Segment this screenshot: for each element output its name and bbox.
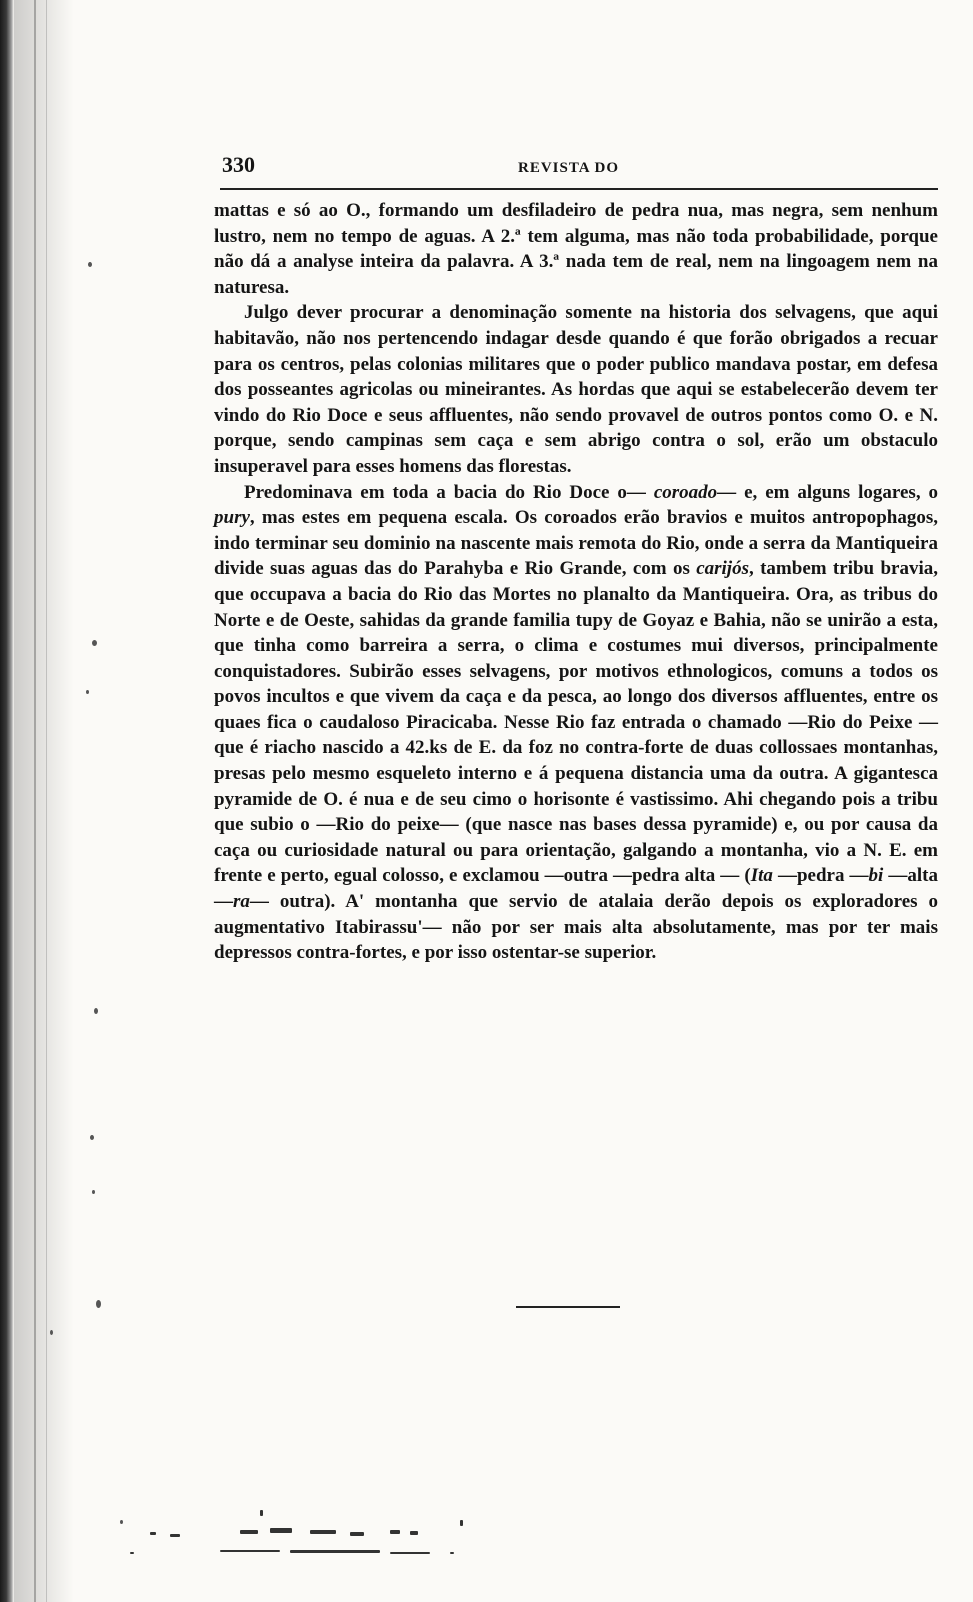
paragraph-3-text: Predominava em toda a bacia do Rio Doce o— bbox=[244, 481, 654, 503]
binding-shadow bbox=[14, 0, 74, 1602]
scan-bleedthrough bbox=[110, 1490, 470, 1590]
paragraph-3-text: —alta — bbox=[214, 865, 939, 913]
paragraph-3-text: —pedra — bbox=[772, 865, 869, 887]
gutter-line bbox=[34, 0, 36, 1602]
paragraph-3-text: , mas estes em pequena escala. Os coroados erão bravios e muitos antropophagos, indo terminar seu dominio na nascente mais remota do Rio, onde a serra da Mantiqueira divide suas aguas das do Parahyba e Rio Grande, com os bbox=[214, 507, 938, 580]
paragraph-3-text: , tambem tribu bravia, que occupava a bacia do Rio das Mortes no planalto da Mantiqueira. Ora, as tribus do Norte e de Oeste, sahidas da grande familia tupy de Goyaz e Bahia, não se unirão a esta, que tinha como barreira a serra, o clima e costumes mui diversos, principalmente conquistadores. Subirão esses selvagens, por motivos ethnologicos, comuns a todos os povos incultos e que vivem da caça e da pesca, ao longo dos diversos affluentes, entre os quaes fica o caudaloso Piracicaba. Nesse Rio faz entrada o chamado —Rio do Peixe —que é riacho nascido a 42.ks de E. da foz no contra-forte de duas collossaes montanhas, presas pelo mesmo esqueleto interno e á pequena distancia uma da outra. A gigantesca pyramide de O. é nua e de seu cimo o horisonte é vastissimo. Ahi chegando pois a tribu que subio o —Rio do peixe— (que nasce nas bases dessa pyramide) e, ou por causa da caça ou curiosidade natural ou para orientação, galgando a montanha, vio a N. E. em frente e perto, egual colosso, e exclamou —outra —pedra alta — ( bbox=[214, 558, 938, 887]
gutter-line bbox=[46, 0, 47, 1602]
page-header bbox=[220, 148, 940, 184]
page-number: 330 bbox=[222, 152, 255, 177]
running-head: REVISTA DO bbox=[518, 160, 619, 176]
paragraph-3 bbox=[214, 480, 938, 966]
paragraph-1: mattas e só ao O., formando um desfiladeiro de pedra nua, mas negra, sem nenhum lustro, nem no tempo de aguas. A 2.ª tem alguma, mas não toda probabilidade, porque não dá a analyse inteira da palavra. A 3.ª nada tem de real, nem na lingoagem nem na naturesa. bbox=[214, 200, 938, 298]
paragraph-2: Julgo dever procurar a denominação somente na historia dos selvagens, que aqui habitavão, não nos pertencendo indagar desde quando é que forão obrigados a recuar para os centros, pelas colonias militares que o poder publico mandava postar, em defesa dos posseantes agricolas ou mineirantes. As hordas que aqui se estabelecerão devem ter vindo do Rio Doce e seus affluentes, não sendo provavel de outros pontos como O. e N. porque, sendo campinas sem caça e sem abrigo contra o sol, erão um obstaculo insuperavel para esses homens das florestas. bbox=[214, 302, 938, 477]
term-carijos: carijós bbox=[696, 558, 749, 580]
term-bi: bi bbox=[868, 865, 884, 887]
term-pury: pury bbox=[214, 507, 250, 529]
book-binding-edge bbox=[0, 0, 14, 1602]
paragraph-3-text: — e, em alguns logares, o bbox=[717, 481, 938, 503]
term-ita: Ita bbox=[750, 865, 773, 887]
paragraph-3-text: — outra). A' montanha que servio de atalaia derão depois os exploradores o augmentativo Itabirassu'— não por ser mais alta absolutamente, mas por ter mais depressos contra-fortes, e por isso ostentar-se superior. bbox=[214, 891, 938, 964]
term-coroado: coroado bbox=[653, 481, 718, 503]
header-rule bbox=[220, 188, 938, 190]
end-of-section-rule bbox=[516, 1306, 620, 1308]
body-text bbox=[214, 198, 938, 966]
term-ra: ra bbox=[233, 891, 250, 913]
